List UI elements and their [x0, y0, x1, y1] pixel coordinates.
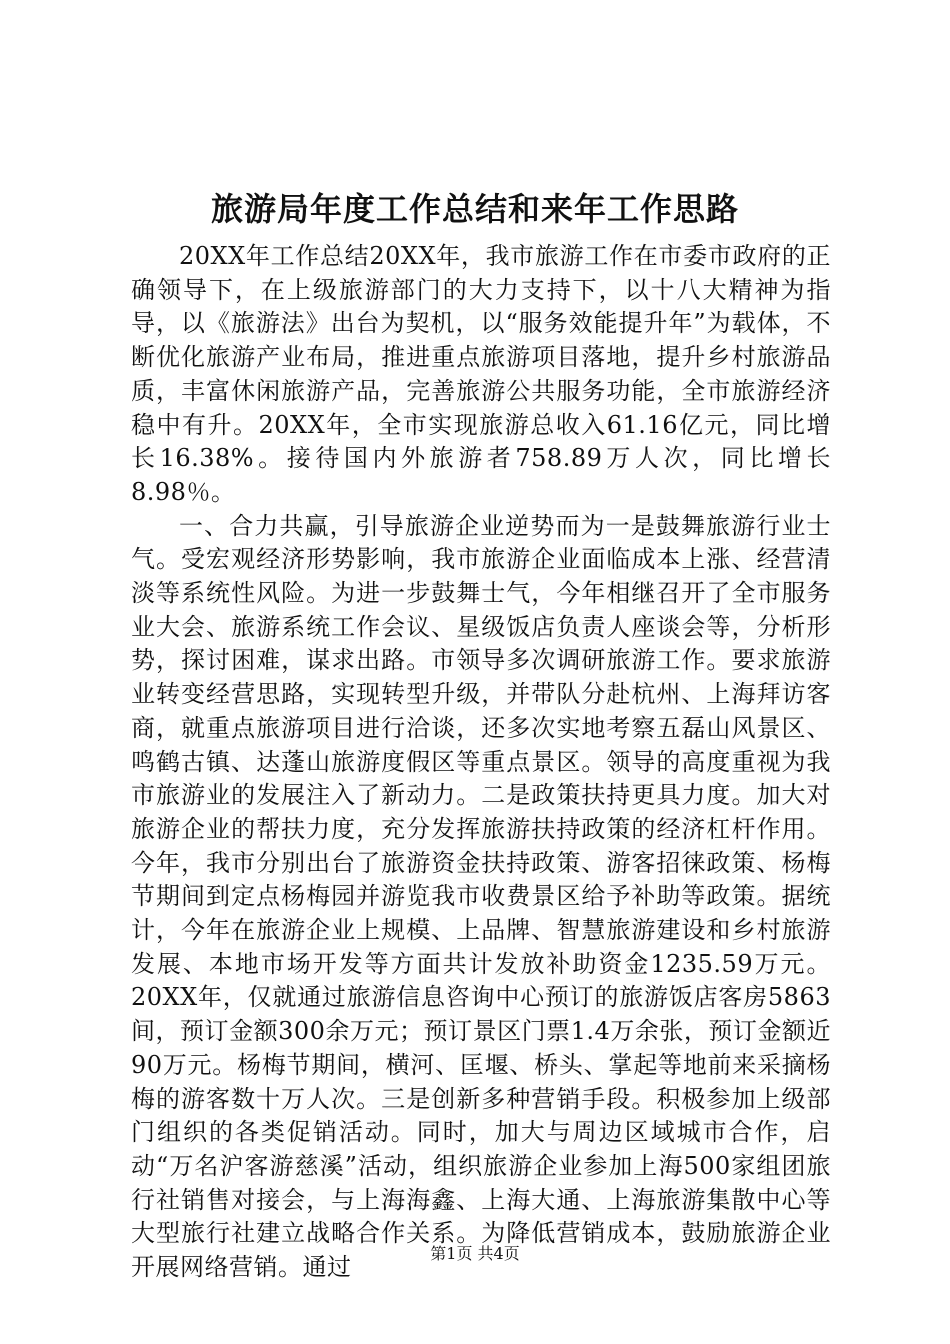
page-number-footer: 第1页 共4页	[430, 1244, 520, 1263]
document-title: 旅游局年度工作总结和来年工作思路	[210, 190, 739, 228]
document-body	[131, 240, 831, 1285]
paragraph-section-one: 一、合力共赢，引导旅游企业逆势而为一是鼓舞旅游行业士气。受宏观经济形势影响，我市旅游企业面临成本上涨、经营清淡等系统性风险。为进一步鼓舞士气，今年相继召开了全市服务业大会、旅游系统工作会议、星级饭店负责人座谈会等，分析形势，探讨困难，谋求出路。市领导多次调研旅游工作。要求旅游业转变经营思路，实现转型升级，并带队分赴杭州、上海拜访客商，就重点旅游项目进行洽谈，还多次实地考察五磊山风景区、鸣鹤古镇、达蓬山旅游度假区等重点景区。领导的高度重视为我市旅游业的发展注入了新动力。二是政策扶持更具力度。加大对旅游企业的帮扶力度，充分发挥旅游扶持政策的经济杠杆作用。今年，我市分别出台了旅游资金扶持政策、游客招徕政策、杨梅节期间到定点杨梅园并游览我市收费景区给予补助等政策。据统计，今年在旅游企业上规模、上品牌、智慧旅游建设和乡村旅游发展、本地市场开发等方面共计发放补助资金1235.59万元。20XX年，仅就通过旅游信息咨询中心预订的旅游饭店客房5863间，预订金额300余万元；预订景区门票1.4万余张，预订金额近90万元。杨梅节期间，横河、匡堰、桥头、掌起等地前来采摘杨梅的游客数十万人次。三是创新多种营销手段。积极参加上级部门组织的各类促销活动。同时，加大与周边区域城市合作，启动“万名沪客游慈溪”活动，组织旅游企业参加上海500家组团旅行社销售对接会，与上海海鑫、上海大通、上海旅游集散中心等大型旅行社建立战略合作关系。为降低营销成本，鼓励旅游企业开展网络营销。通过	[131, 511, 831, 1282]
paragraph-summary: 20XX年工作总结20XX年，我市旅游工作在市委市政府的正确领导下，在上级旅游部门的大力支持下，以十八大精神为指导，以《旅游法》出台为契机，以“服务效能提升年”为载体，不断优化旅游产业布局，推进重点旅游项目落地，提升乡村旅游品质，丰富休闲旅游产品，完善旅游公共服务功能，全市旅游经济稳中有升。20XX年，全市实现旅游总收入61.16亿元，同比增长16.38%。接待国内外旅游者758.89万人次，同比增长8.98％。	[131, 242, 831, 506]
